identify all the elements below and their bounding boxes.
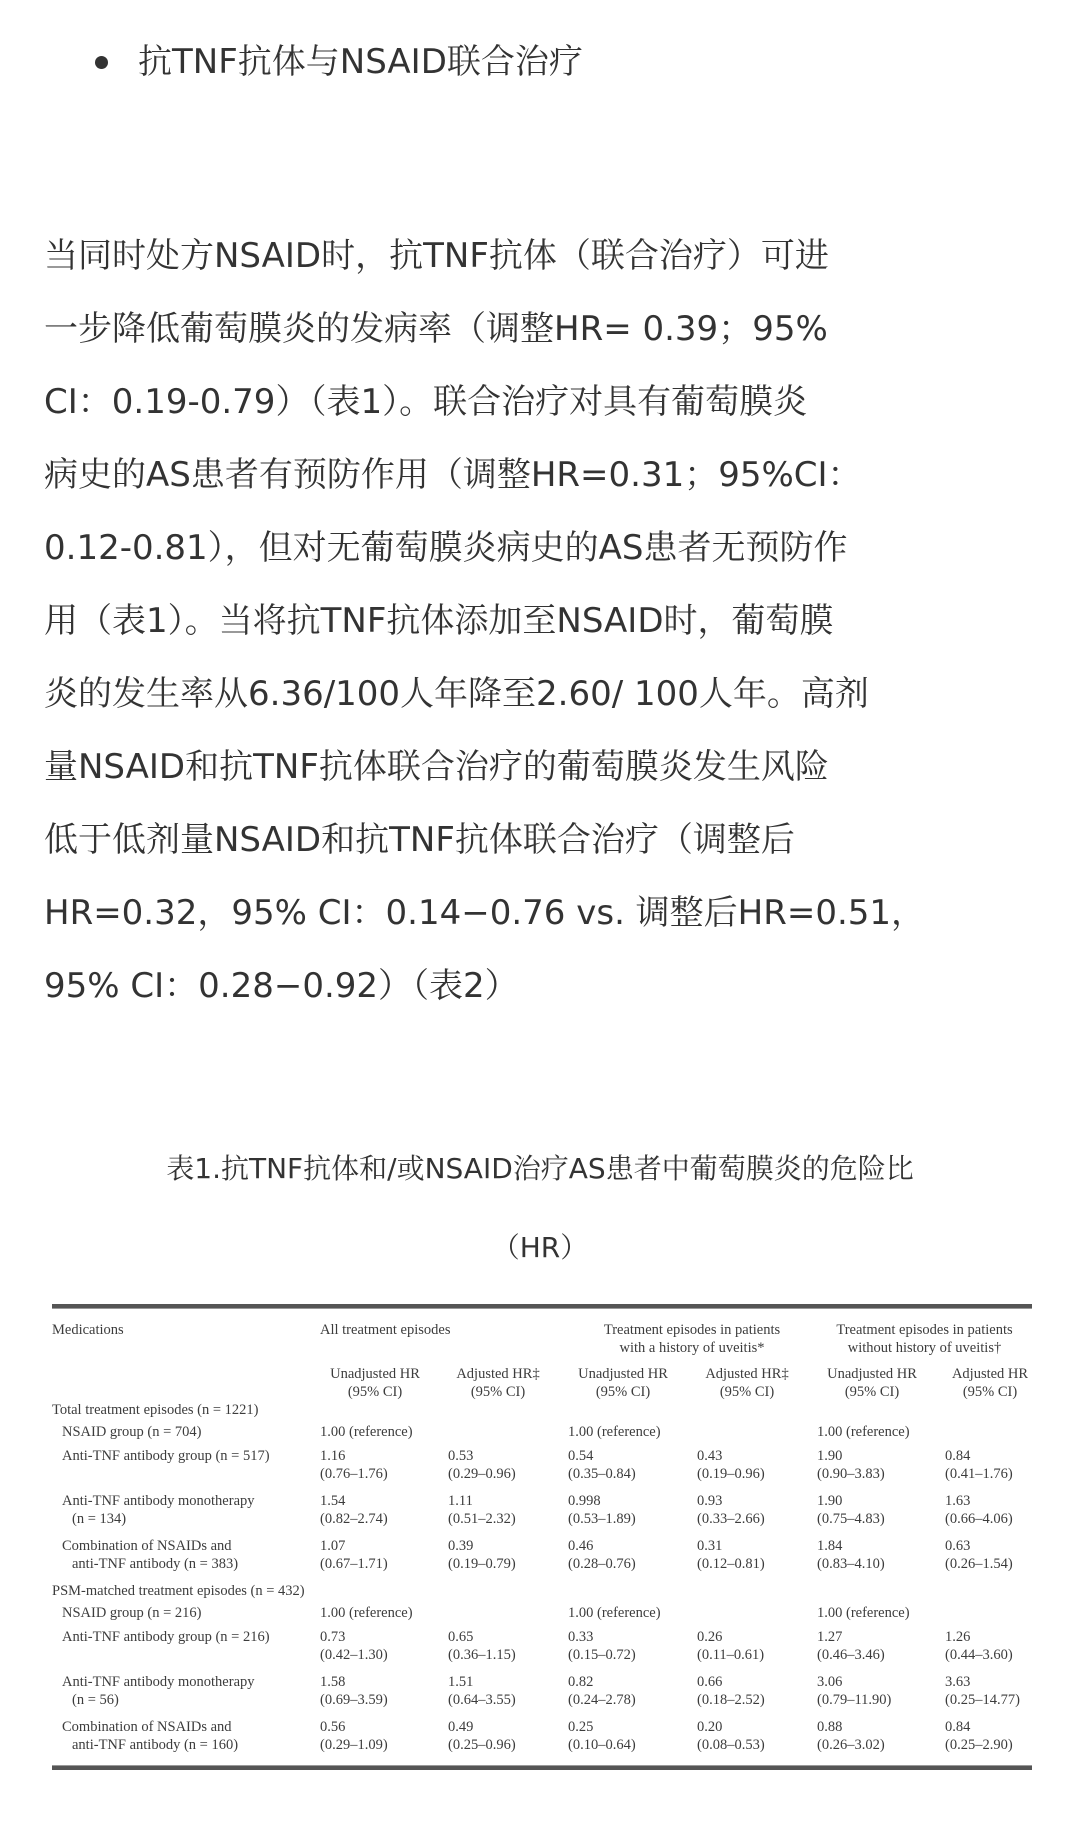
hr-cell: 0.56 (0.29–1.09)	[320, 1719, 388, 1753]
hazard-ratio-table	[52, 1304, 1032, 1770]
row-label: NSAID group (n = 704)	[62, 1424, 202, 1440]
hr-cell: 1.00 (reference)	[817, 1424, 910, 1440]
body-paragraph	[44, 220, 1044, 1023]
hr-cell: 0.46 (0.28–0.76)	[568, 1538, 636, 1572]
hr-cell: 1.63 (0.66–4.06)	[945, 1493, 1013, 1527]
paragraph-line: 0.12-0.81），但对无葡萄膜炎病史的AS患者无预防作	[44, 528, 848, 568]
paragraph-line: HR=0.32，95% CI：0.14−0.76 vs. 调整后HR=0.51，	[44, 893, 926, 933]
header-adjusted-hr: Adjusted HR (95% CI)	[951, 1366, 1029, 1400]
section-title: Total treatment episodes (n = 1221)	[52, 1402, 259, 1418]
header-group-with-uveitis: Treatment episodes in patients with a history of uveitis*	[603, 1322, 781, 1356]
row-label: NSAID group (n = 216)	[62, 1605, 202, 1621]
header-adjusted-hr: Adjusted HR‡ (95% CI)	[456, 1366, 540, 1400]
hr-cell: 0.54 (0.35–0.84)	[568, 1448, 636, 1482]
paragraph-line: CI：0.19-0.79）（表1）。联合治疗对具有葡萄膜炎	[44, 382, 808, 422]
hr-cell: 1.90 (0.90–3.83)	[817, 1448, 885, 1482]
hr-cell: 0.84 (0.25–2.90)	[945, 1719, 1013, 1753]
paragraph-line: 当同时处方NSAID时，抗TNF抗体（联合治疗）可进	[44, 236, 829, 276]
table-caption: 表1.抗TNF抗体和/或NSAID治疗AS患者中葡萄膜炎的危险比	[166, 1152, 914, 1185]
hr-cell: 1.58 (0.69–3.59)	[320, 1674, 388, 1708]
hr-cell: 0.43 (0.19–0.96)	[697, 1448, 765, 1482]
hr-cell: 1.27 (0.46–3.46)	[817, 1629, 885, 1663]
hr-cell: 0.31 (0.12–0.81)	[697, 1538, 765, 1572]
paragraph-line: 一步降低葡萄膜炎的发病率（调整HR= 0.39；95%	[44, 309, 828, 349]
hr-cell: 1.90 (0.75–4.83)	[817, 1493, 885, 1527]
row-label: Anti-TNF antibody group (n = 216)	[62, 1629, 270, 1645]
table-bottom-rule	[52, 1765, 1032, 1770]
hr-cell: 1.00 (reference)	[568, 1424, 661, 1440]
hr-cell: 0.73 (0.42–1.30)	[320, 1629, 388, 1663]
hr-cell: 0.53 (0.29–0.96)	[448, 1448, 516, 1482]
row-label: Combination of NSAIDs and anti-TNF antibody (n = 160)	[62, 1719, 239, 1753]
hr-cell: 1.00 (reference)	[320, 1605, 413, 1621]
heading-text: 抗TNF抗体与NSAID联合治疗	[138, 42, 583, 82]
hr-cell: 0.82 (0.24–2.78)	[568, 1674, 636, 1708]
hr-cell: 1.11 (0.51–2.32)	[448, 1493, 516, 1527]
hr-cell: 0.20 (0.08–0.53)	[697, 1719, 765, 1753]
row-label: Combination of NSAIDs and anti-TNF antibody (n = 383)	[62, 1538, 239, 1572]
hr-cell: 0.88 (0.26–3.02)	[817, 1719, 885, 1753]
hr-cell: 1.84 (0.83–4.10)	[817, 1538, 885, 1572]
hr-cell: 1.00 (reference)	[817, 1605, 910, 1621]
paragraph-line: 病史的AS患者有预防作用（调整HR=0.31；95%CI：	[44, 455, 862, 495]
paragraph-line: 炎的发生率从6.36/100人年降至2.60/ 100人年。高剂	[44, 674, 869, 714]
hr-cell: 3.06 (0.79–11.90)	[817, 1674, 892, 1708]
bullet-icon	[95, 56, 108, 69]
header-medications: Medications	[52, 1322, 124, 1338]
header-adjusted-hr: Adjusted HR‡ (95% CI)	[705, 1366, 789, 1400]
row-label: Anti-TNF antibody group (n = 517)	[62, 1448, 270, 1464]
hr-cell: 0.26 (0.11–0.61)	[697, 1629, 765, 1663]
hr-cell: 0.49 (0.25–0.96)	[448, 1719, 516, 1753]
hr-cell: 0.65 (0.36–1.15)	[448, 1629, 516, 1663]
hr-cell: 0.33 (0.15–0.72)	[568, 1629, 636, 1663]
hr-cell: 0.63 (0.26–1.54)	[945, 1538, 1013, 1572]
hr-cell: 0.84 (0.41–1.76)	[945, 1448, 1013, 1482]
paragraph-line: 量NSAID和抗TNF抗体联合治疗的葡萄膜炎发生风险	[44, 747, 829, 787]
hr-cell: 1.51 (0.64–3.55)	[448, 1674, 516, 1708]
header-group-all: All treatment episodes	[320, 1322, 451, 1338]
header-unadjusted-hr: Unadjusted HR (95% CI)	[330, 1366, 420, 1400]
paragraph-line: 用（表1）。当将抗TNF抗体添加至NSAID时，葡萄膜	[44, 601, 834, 641]
hr-cell: 1.26 (0.44–3.60)	[945, 1629, 1013, 1663]
hr-cell: 0.39 (0.19–0.79)	[448, 1538, 516, 1572]
hr-cell: 0.93 (0.33–2.66)	[697, 1493, 765, 1527]
hr-cell: 1.54 (0.82–2.74)	[320, 1493, 388, 1527]
hr-cell: 1.00 (reference)	[320, 1424, 413, 1440]
header-unadjusted-hr: Unadjusted HR (95% CI)	[578, 1366, 668, 1400]
hr-cell: 0.998 (0.53–1.89)	[568, 1493, 636, 1527]
hr-cell: 1.16 (0.76–1.76)	[320, 1448, 388, 1482]
row-label: Anti-TNF antibody monotherapy (n = 56)	[62, 1674, 255, 1708]
section-heading	[95, 38, 583, 86]
hr-cell: 1.07 (0.67–1.71)	[320, 1538, 388, 1572]
paragraph-line: 95% CI：0.28−0.92）（表2）	[44, 966, 519, 1006]
hr-cell: 3.63 (0.25–14.77)	[945, 1674, 1020, 1708]
hr-cell: 0.66 (0.18–2.52)	[697, 1674, 765, 1708]
paragraph-line: 低于低剂量NSAID和抗TNF抗体联合治疗（调整后	[44, 820, 795, 860]
header-unadjusted-hr: Unadjusted HR (95% CI)	[827, 1366, 917, 1400]
section-title: PSM-matched treatment episodes (n = 432)	[52, 1583, 305, 1599]
hr-cell: 1.00 (reference)	[568, 1605, 661, 1621]
row-label: Anti-TNF antibody monotherapy (n = 134)	[62, 1493, 255, 1527]
table-caption-hr: （HR）	[491, 1231, 589, 1264]
hr-cell: 0.25 (0.10–0.64)	[568, 1719, 636, 1753]
header-group-without-uveitis: Treatment episodes in patients without history of uveitis†	[836, 1322, 1013, 1356]
